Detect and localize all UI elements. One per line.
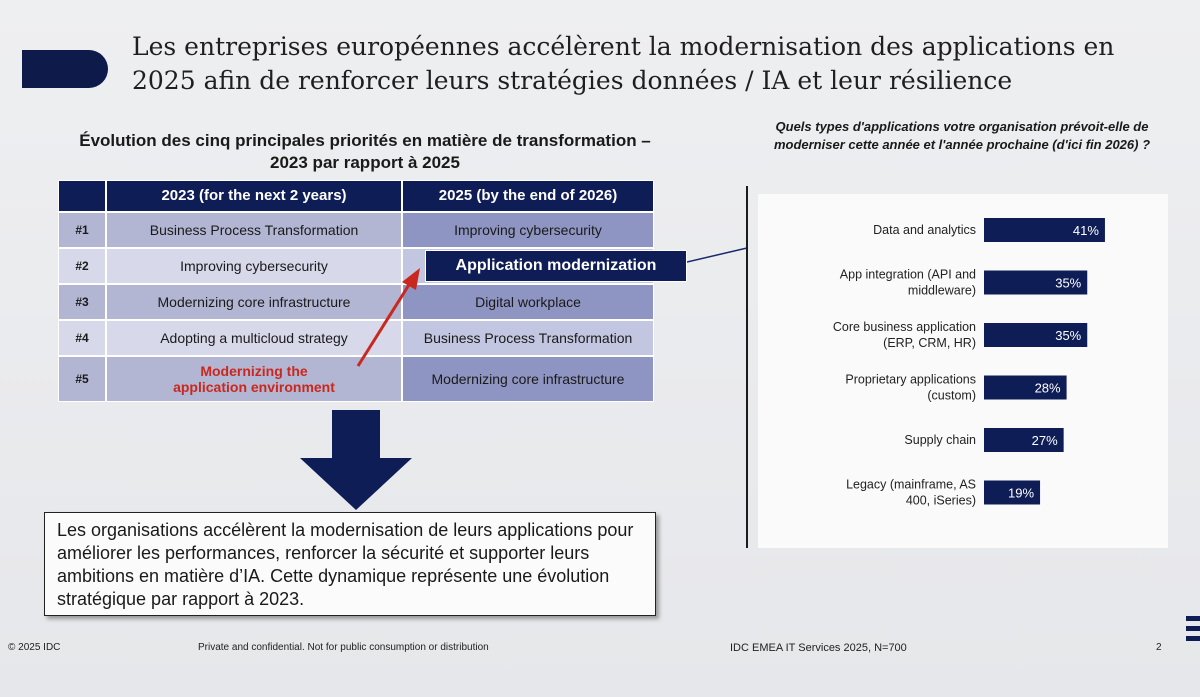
priority-2023-cell: Modernizing core infrastructure bbox=[106, 284, 402, 320]
connector-line bbox=[687, 244, 749, 266]
conclusion-box: Les organisations accélèrent la modernisation de leurs applications pour améliorer les performances, renforcer la sécurité et supporter leurs ambitions en matière d’IA. Cette dynamique représente une évolution stratégique par rapport à 2023. bbox=[44, 512, 656, 616]
footer-copyright: © 2025 IDC bbox=[8, 642, 61, 653]
value-label: 35% bbox=[1055, 275, 1082, 291]
priority-2023-cell: Adopting a multicloud strategy bbox=[106, 320, 402, 356]
col-2023-header: 2023 (for the next 2 years) bbox=[106, 180, 402, 212]
category-label: App integration (API and bbox=[839, 267, 976, 282]
category-label: 400, iSeries) bbox=[905, 493, 976, 508]
brand-bar bbox=[22, 50, 108, 88]
chart-panel bbox=[758, 194, 1168, 548]
value-label: 28% bbox=[1034, 380, 1061, 396]
chart-title: Quels types d'applications votre organisation prévoit-elle de moderniser cette année et l'année prochaine (d'ici fin 2026) ? bbox=[773, 119, 1151, 152]
priority-2025-cell: Modernizing core infrastructure bbox=[402, 356, 654, 402]
priority-2025-cell: Business Process Transformation bbox=[402, 320, 654, 356]
priority-2025-cell: Improving cybersecurity bbox=[402, 212, 654, 248]
category-label: (custom) bbox=[927, 388, 976, 403]
value-label: 19% bbox=[1008, 485, 1035, 501]
category-label: Legacy (mainframe, AS bbox=[846, 477, 976, 492]
rank-cell: #3 bbox=[58, 284, 106, 320]
rank-cell: #2 bbox=[58, 248, 106, 284]
category-label: middleware) bbox=[907, 283, 976, 298]
col-2025-header: 2025 (by the end of 2026) bbox=[402, 180, 654, 212]
table-heading: Évolution des cinq principales priorités en matière de transformation – 2023 par rapport à 2025 bbox=[79, 131, 651, 172]
priority-2023-cell: Business Process Transformation bbox=[106, 212, 402, 248]
footer-confidential: Private and confidential. Not for public consumption or distribution bbox=[198, 642, 489, 653]
rank-cell: #1 bbox=[58, 212, 106, 248]
category-label: (ERP, CRM, HR) bbox=[883, 336, 976, 350]
slide-title: Les entreprises européennes accélèrent la modernisation des applications en 2025 afin de renforcer leurs stratégies données / IA et leur résilience bbox=[132, 32, 1115, 95]
red-arrow-icon bbox=[350, 262, 430, 372]
bar-chart bbox=[758, 194, 1168, 548]
value-label: 27% bbox=[1031, 433, 1058, 448]
brand-stripes-icon bbox=[1186, 612, 1200, 652]
priority-2023-cell: Improving cybersecurity bbox=[106, 248, 402, 284]
category-label: Supply chain bbox=[904, 433, 976, 447]
category-label: Proprietary applications bbox=[845, 372, 976, 387]
down-arrow-icon bbox=[300, 410, 412, 510]
table-header-row bbox=[58, 180, 654, 212]
value-label: 41% bbox=[1072, 223, 1099, 238]
application-modernization-highlight: Application modernization bbox=[425, 250, 687, 282]
value-label: 35% bbox=[1055, 328, 1082, 343]
page-number: 2 bbox=[1156, 642, 1162, 653]
category-label: Data and analytics bbox=[873, 223, 976, 237]
rank-cell: #5 bbox=[58, 356, 106, 402]
table-row bbox=[58, 212, 654, 248]
priority-2025-cell: Digital workplace bbox=[402, 284, 654, 320]
priority-2023-highlight-cell: Modernizing the application environment bbox=[106, 356, 402, 402]
rank-cell: #4 bbox=[58, 320, 106, 356]
footer-source: IDC EMEA IT Services 2025, N=700 bbox=[730, 642, 907, 654]
vertical-divider bbox=[746, 186, 748, 548]
rank-header bbox=[58, 180, 106, 212]
category-label: Core business application bbox=[832, 320, 976, 334]
